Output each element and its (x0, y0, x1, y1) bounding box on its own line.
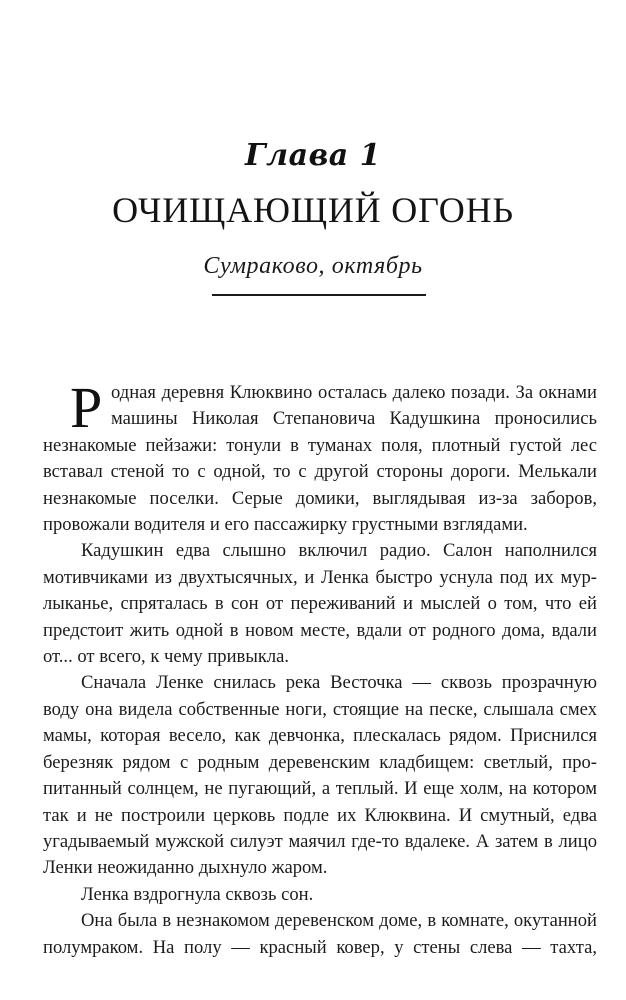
text-line: провожали водителя и его пассажирку грустными взглядами. (43, 514, 528, 536)
paragraph-5 (43, 908, 597, 961)
text-line: Ленка вздрогнула сквозь сон. (81, 883, 314, 905)
body-text (43, 375, 597, 961)
text-line: полумраком. На полу — красный ковер, у стены слева — тахта, (43, 936, 597, 958)
text-line: машины Николая Степановича Кадушкина проносились (111, 408, 597, 430)
text-line: питанный солнцем, не пугающий, а теплый. И еще холм, на котором (43, 778, 597, 800)
text-line: березняк рядом с родным деревенским кладбищем: светлый, про- (43, 751, 597, 773)
drop-cap: Р (70, 375, 103, 440)
paragraph-2 (43, 538, 597, 670)
text-line: угадываемый мужской силуэт маячил где-то вдалеке. А затем в лицо (43, 830, 597, 852)
paragraph-1 (43, 375, 597, 538)
text-line: незнакомые поселки. Серые домики, выглядывая из-за заборов, (43, 487, 597, 509)
paragraph-3 (43, 670, 597, 881)
text-line: Кадушкин едва слышно включил радио. Салон наполнился (81, 540, 597, 562)
text-line: от... от всего, к чему привыкла. (43, 646, 290, 668)
subtitle-underline (212, 294, 426, 296)
chapter-number: Глава 1 (244, 138, 382, 173)
text-line: воду она видела собственные ноги, стоящие на песке, слышала смех (43, 698, 597, 720)
text-line: Сначала Ленке снилась река Весточка — сквозь прозрачную (81, 672, 597, 694)
paragraph-4 (43, 882, 597, 908)
text-line: Она была в незнакомом деревенском доме, в комнате, окутанной (81, 910, 597, 932)
text-line: мамы, которая весело, как девчонка, плескалась рядом. Приснился (43, 725, 597, 747)
chapter-subtitle: Сумраково, октябрь (203, 253, 423, 279)
text-line: так и не построили церковь подле их Клюквина. И смутный, едва (43, 804, 597, 826)
chapter-title: ОЧИЩАЮЩИЙ ОГОНЬ (112, 190, 514, 230)
text-line: лыканье, спряталась в сон от переживаний и мыслей о том, что ей (43, 593, 597, 615)
text-line: мотивчиками из двухтысячных, и Ленка быстро уснула под их мур- (43, 566, 597, 588)
text-line: одная деревня Клюквино осталась далеко позади. За окнами (111, 382, 597, 403)
text-line: незнакомые пейзажи: тонули в туманах поля, плотный густой лес (43, 434, 597, 456)
text-line: вставал стеной то с одной, то с другой стороны дороги. Мелькали (43, 461, 597, 483)
text-line: Ленки неожиданно дыхнуло жаром. (43, 857, 328, 879)
text-line: предстоит жить одной в новом месте, вдали от родного дома, вдали (43, 619, 597, 641)
